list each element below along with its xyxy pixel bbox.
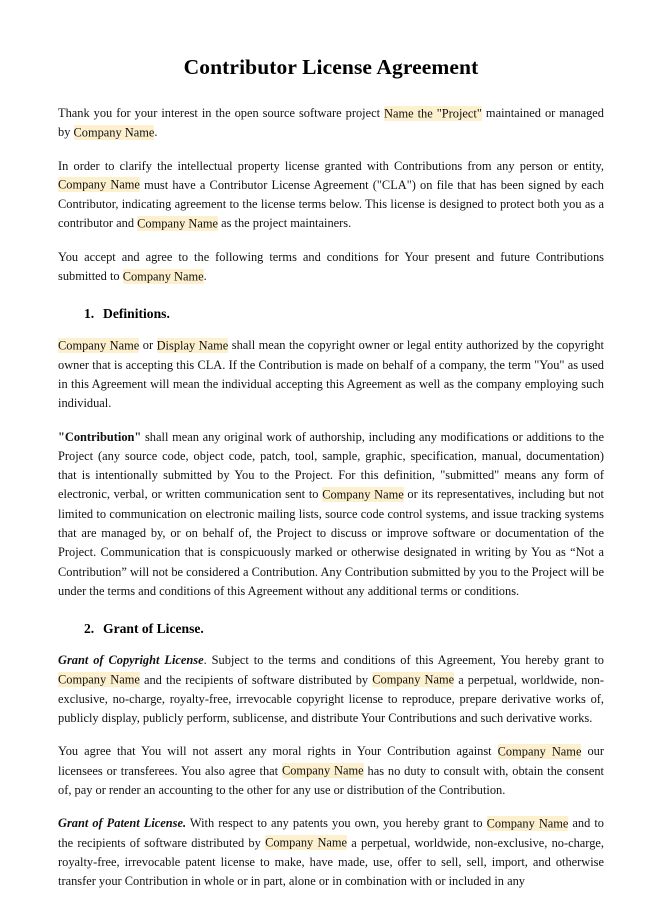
placeholder-company-name[interactable]: Company Name xyxy=(137,216,219,231)
grant-copyright-body-a: . Subject to the terms and conditions of this Agreement, You hereby grant to xyxy=(203,653,604,668)
placeholder-company-name[interactable]: Company Name xyxy=(122,269,204,284)
placeholder-company-name[interactable]: Company Name xyxy=(486,816,569,831)
grant-patent-label: Grant of Patent License. xyxy=(58,816,187,831)
placeholder-display-name[interactable]: Display Name xyxy=(156,338,229,353)
section-number: 2. xyxy=(84,621,95,637)
contribution-definition-paragraph xyxy=(58,428,604,602)
placeholder-company-name[interactable]: Company Name xyxy=(58,672,140,687)
grant-of-patent-license-paragraph xyxy=(58,814,604,891)
grant-patent-body-b: and to the recipients of software distributed by xyxy=(58,816,604,850)
intro-1-text-c: . xyxy=(154,125,158,140)
grant-patent-body-a: With respect to any patents you own, you hereby grant to xyxy=(186,816,487,831)
grant-patent-body-c: a perpetual, worldwide, non-exclusive, no-charge, royalty-free, irrevocable patent license to make, have made, use, offer to sell, sell, import, and otherwise transfer your Contribution in whole or in part, alone or in combination with or included in any xyxy=(58,835,604,889)
intro-paragraph-1 xyxy=(58,104,604,143)
grant-copyright-body-b: and the recipients of software distributed by xyxy=(139,672,373,687)
grant-copyright-body-c: a perpetual, worldwide, non-exclusive, no-charge, royalty-free, irrevocable copyright license to reproduce, prepare derivative works of, publicly display, publicly perform, sublicense, and distribute Your Contributions and such derivative works. xyxy=(58,672,604,726)
section-heading-grant-of-license xyxy=(58,619,604,638)
definitions-paragraph xyxy=(58,336,604,413)
placeholder-company-name[interactable]: Company Name xyxy=(58,177,140,192)
section-title: Definitions. xyxy=(103,306,170,322)
intro-3-text-a: You accept and agree to the following terms and conditions for Your present and future Contributions submitted to xyxy=(58,249,604,284)
intro-2-text-c: as the project maintainers. xyxy=(218,216,352,231)
contribution-body-b: or its representatives, including but not limited to communication on electronic mailing lists, source code control systems, and issue tracking systems that are managed by, or on behalf of, the Project to discuss or improve software or documentation of the Project. Communication that is conspicuously marked or otherwise designated in writing by You as “Not a Contribution” will not be considered a Contribution. Any Contribution submitted by you to the Project will be under the terms and conditions of this Agreement without any additional terms or conditions. xyxy=(58,487,604,598)
definitions-body: shall mean the copyright owner or legal entity authorized by the copyright owner that is accepting this CLA. If the Contribution is made on behalf of a company, the term "You" as used in this Agreement will mean the individual accepting this Agreement as well as the company employing such individual. xyxy=(58,338,604,411)
intro-1-text-a: Thank you for your interest in the open source software project xyxy=(58,106,385,120)
intro-3-text-b: . xyxy=(203,269,207,284)
placeholder-company-name[interactable]: Company Name xyxy=(265,835,348,850)
contribution-body-a: shall mean any original work of authorship, including any modifications or additions to the Project (any source code, object code, patch, tool, sample, graphic, specification, manual, documentation) that is intentionally submitted by You to the Project. For this definition, "submitted" means any form of electronic, verbal, or written communication sent to xyxy=(58,429,604,502)
placeholder-company-name[interactable]: Company Name xyxy=(58,338,140,353)
placeholder-company-name[interactable]: Company Name xyxy=(281,763,364,778)
grant-copyright-label: Grant of Copyright License xyxy=(58,653,204,668)
intro-2-text-b: must have a Contributor License Agreement ("CLA") on file that has been signed by each Contributor, indicating agreement to the license terms below. This license is designed to protect both you as a contributor and xyxy=(58,177,604,231)
placeholder-project-name[interactable]: Name the "Project" xyxy=(384,106,482,120)
placeholder-company-name[interactable]: Company Name xyxy=(73,125,155,140)
moral-body-c: has no duty to consult with, obtain the consent of, pay or render an accounting to the other for any use or distribution of the Contribution. xyxy=(58,763,604,798)
section-title: Grant of License. xyxy=(103,621,204,637)
moral-body-a: You agree that You will not assert any moral rights in Your Contribution against xyxy=(58,744,498,759)
moral-body-b: our licensees or transferees. You also agree that xyxy=(58,744,604,778)
definitions-conjunction: or xyxy=(139,338,157,353)
page-title: Contributor License Agreement xyxy=(183,55,479,79)
document-body xyxy=(58,80,604,892)
placeholder-company-name[interactable]: Company Name xyxy=(322,487,404,502)
intro-paragraph-3 xyxy=(58,248,604,287)
intro-1-text-b: maintained or managed by xyxy=(58,106,604,140)
moral-rights-paragraph xyxy=(58,742,604,800)
grant-of-copyright-license-paragraph xyxy=(58,651,604,728)
section-number: 1. xyxy=(84,306,95,322)
contribution-term: "Contribution" xyxy=(58,429,142,444)
intro-2-text-a: In order to clarify the intellectual property license granted with Contributions from any person or entity, xyxy=(58,158,604,173)
placeholder-company-name[interactable]: Company Name xyxy=(497,744,582,759)
intro-paragraph-2 xyxy=(58,157,604,234)
placeholder-company-name[interactable]: Company Name xyxy=(372,672,455,687)
section-heading-definitions xyxy=(58,304,604,323)
